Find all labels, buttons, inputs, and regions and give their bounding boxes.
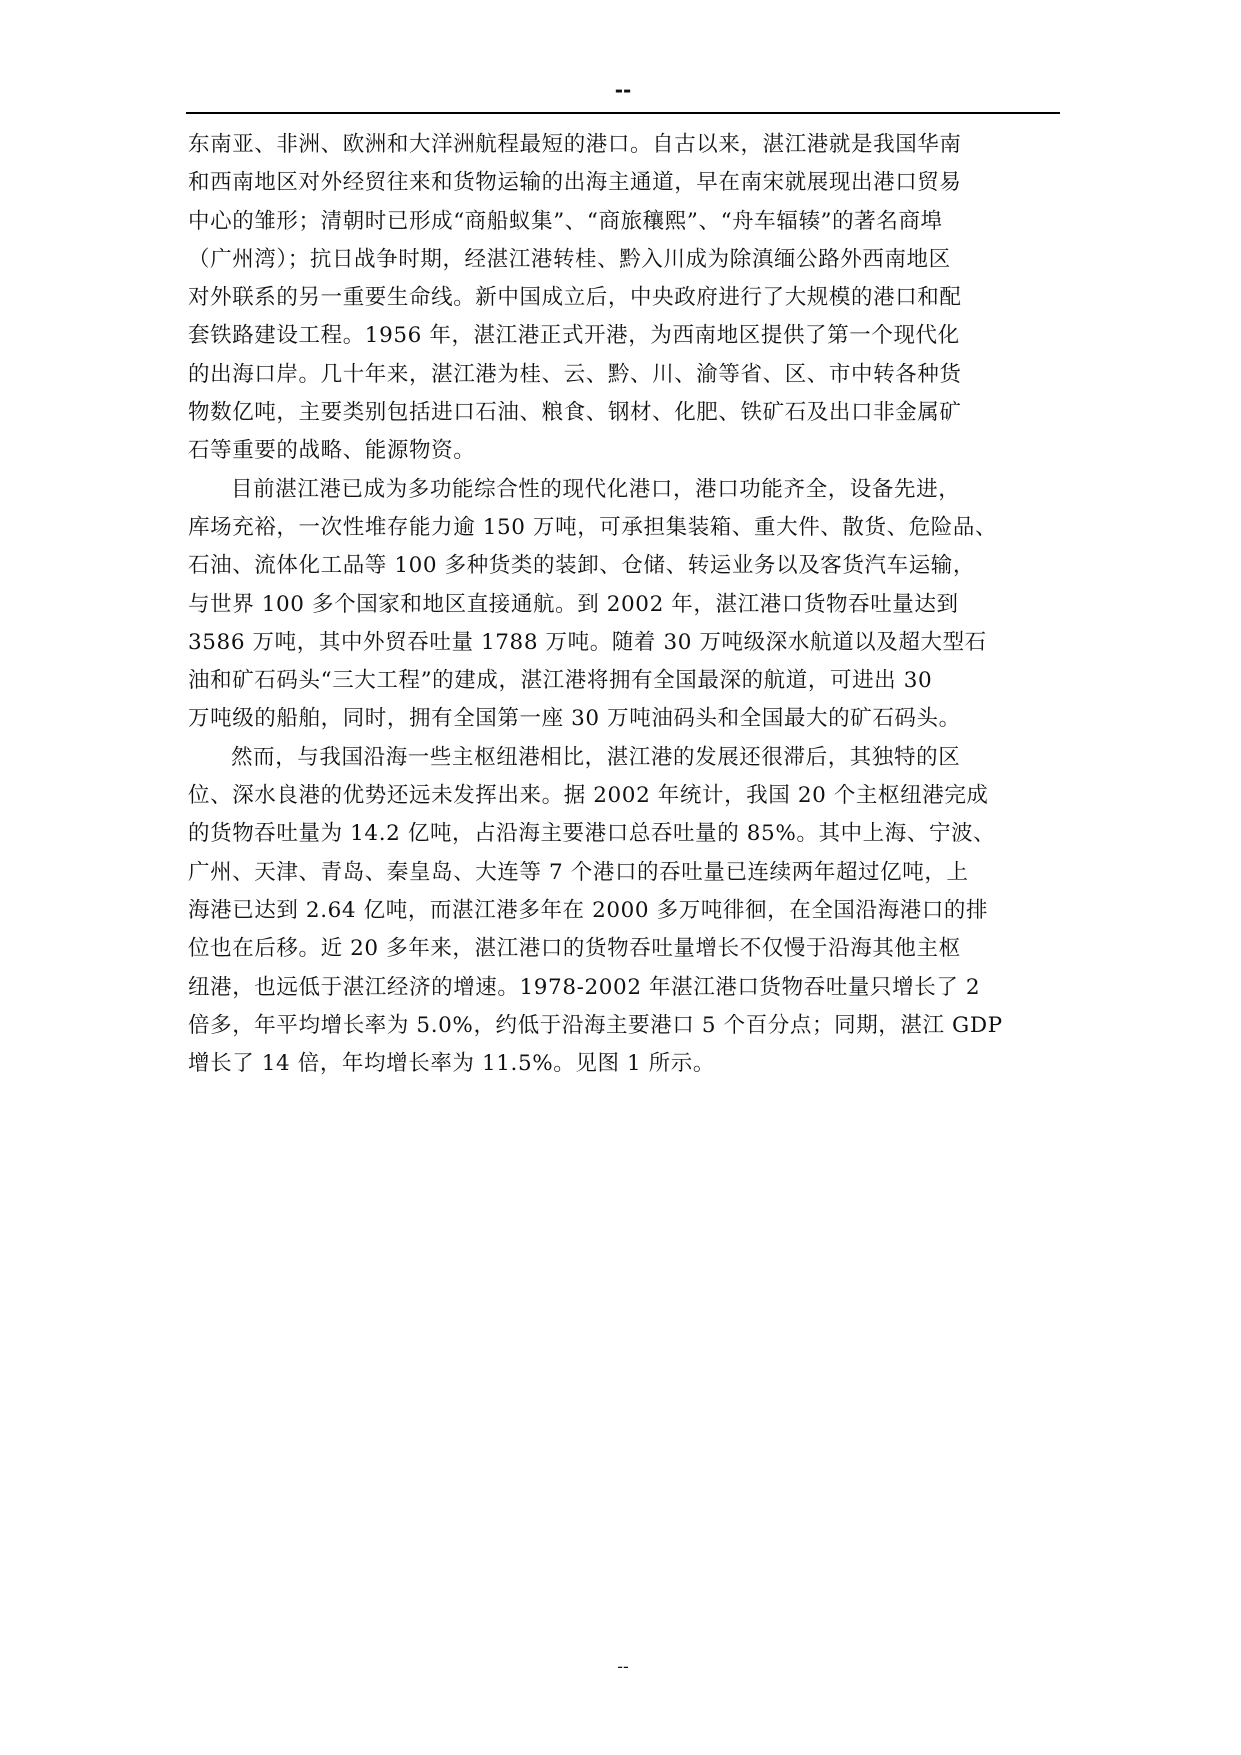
text-line: 的出海口岸。几十年来，湛江港为桂、云、黔、川、渝等省、区、市中转各种货 [188, 361, 962, 387]
text-line: 位、深水良港的优势还远未发挥出来。据 2002 年统计，我国 20 个主枢纽港完成 [188, 783, 989, 809]
text-line: 物数亿吨，主要类别包括进口石油、粮食、钢材、化肥、铁矿石及出口非金属矿 [188, 400, 962, 426]
text-line: 然而，与我国沿海一些主枢纽港相比，湛江港的发展还很滞后，其独特的区 [231, 744, 961, 770]
text-line: 的货物吞吐量为 14.2 亿吨，占沿海主要港口总吞吐量的 85%。其中上海、宁波、 [188, 821, 996, 847]
text-line: 与世界 100 多个国家和地区直接通航。到 2002 年，湛江港口货物吞吐量达到 [188, 591, 959, 617]
page-footer-mark: -- [617, 1657, 629, 1676]
text-line: 万吨级的船舶，同时，拥有全国第一座 30 万吨油码头和全国最大的矿石码头。 [188, 706, 961, 732]
text-line: 广州、天津、青岛、秦皇岛、大连等 7 个港口的吞吐量已连续两年超过亿吨，上 [188, 859, 969, 885]
text-line: 库场充裕，一次性堆存能力逾 150 万吨，可承担集装箱、重大件、散货、危险品、 [188, 514, 998, 540]
page-header-mark: -- [614, 78, 632, 102]
text-line: 对外联系的另一重要生命线。新中国成立后，中央政府进行了大规模的港口和配 [188, 285, 962, 311]
text-line: 海港已达到 2.64 亿吨，而湛江港多年在 2000 多万吨徘徊，在全国沿海港口的排 [188, 897, 989, 923]
text-line: 套铁路建设工程。1956 年，湛江港正式开港，为西南地区提供了第一个现代化 [188, 323, 960, 349]
paragraph-1 [188, 126, 1058, 471]
text-line: 和西南地区对外经贸往来和货物运输的出海主通道，早在南宋就展现出港口贸易 [188, 170, 962, 196]
paragraph-2 [188, 471, 1058, 739]
header-divider [186, 112, 1060, 114]
text-line: 东南亚、非洲、欧洲和大洋洲航程最短的港口。自古以来，湛江港就是我国华南 [188, 132, 962, 157]
document-body [188, 126, 1058, 1083]
text-line: 油和矿石码头“三大工程”的建成，湛江港将拥有全国最深的航道，可进出 30 [188, 668, 933, 694]
text-line: 石等重要的战略、能源物资。 [188, 438, 476, 464]
text-line: （广州湾）；抗日战争时期，经湛江港转桂、黔入川成为除滇缅公路外西南地区 [188, 246, 951, 272]
paragraph-3 [188, 739, 1058, 1084]
text-line: 增长了 14 倍，年均增长率为 11.5%。见图 1 所示。 [188, 1051, 716, 1077]
text-line: 目前湛江港已成为多功能综合性的现代化港口，港口功能齐全，设备先进， [231, 476, 961, 502]
text-line: 倍多，年平均增长率为 5.0%，约低于沿海主要港口 5 个百分点；同期，湛江 GDP [188, 1012, 1003, 1038]
text-line: 纽港，也远低于湛江经济的增速。1978-2002 年湛江港口货物吞吐量只增长了 2 [188, 974, 981, 1000]
text-line: 位也在后移。近 20 多年来，湛江港口的货物吞吐量增长不仅慢于沿海其他主枢 [188, 936, 961, 962]
text-line: 3586 万吨，其中外贸吞吐量 1788 万吨。随着 30 万吨级深水航道以及超大型石 [188, 629, 987, 655]
text-line: 石油、流体化工品等 100 多种货类的装卸、仓储、转运业务以及客货汽车运输， [188, 553, 976, 579]
text-line: 中心的雏形；清朝时已形成“商船蚁集”、“商旅穰熙”、“舟车辐辏”的著名商埠 [188, 208, 943, 234]
